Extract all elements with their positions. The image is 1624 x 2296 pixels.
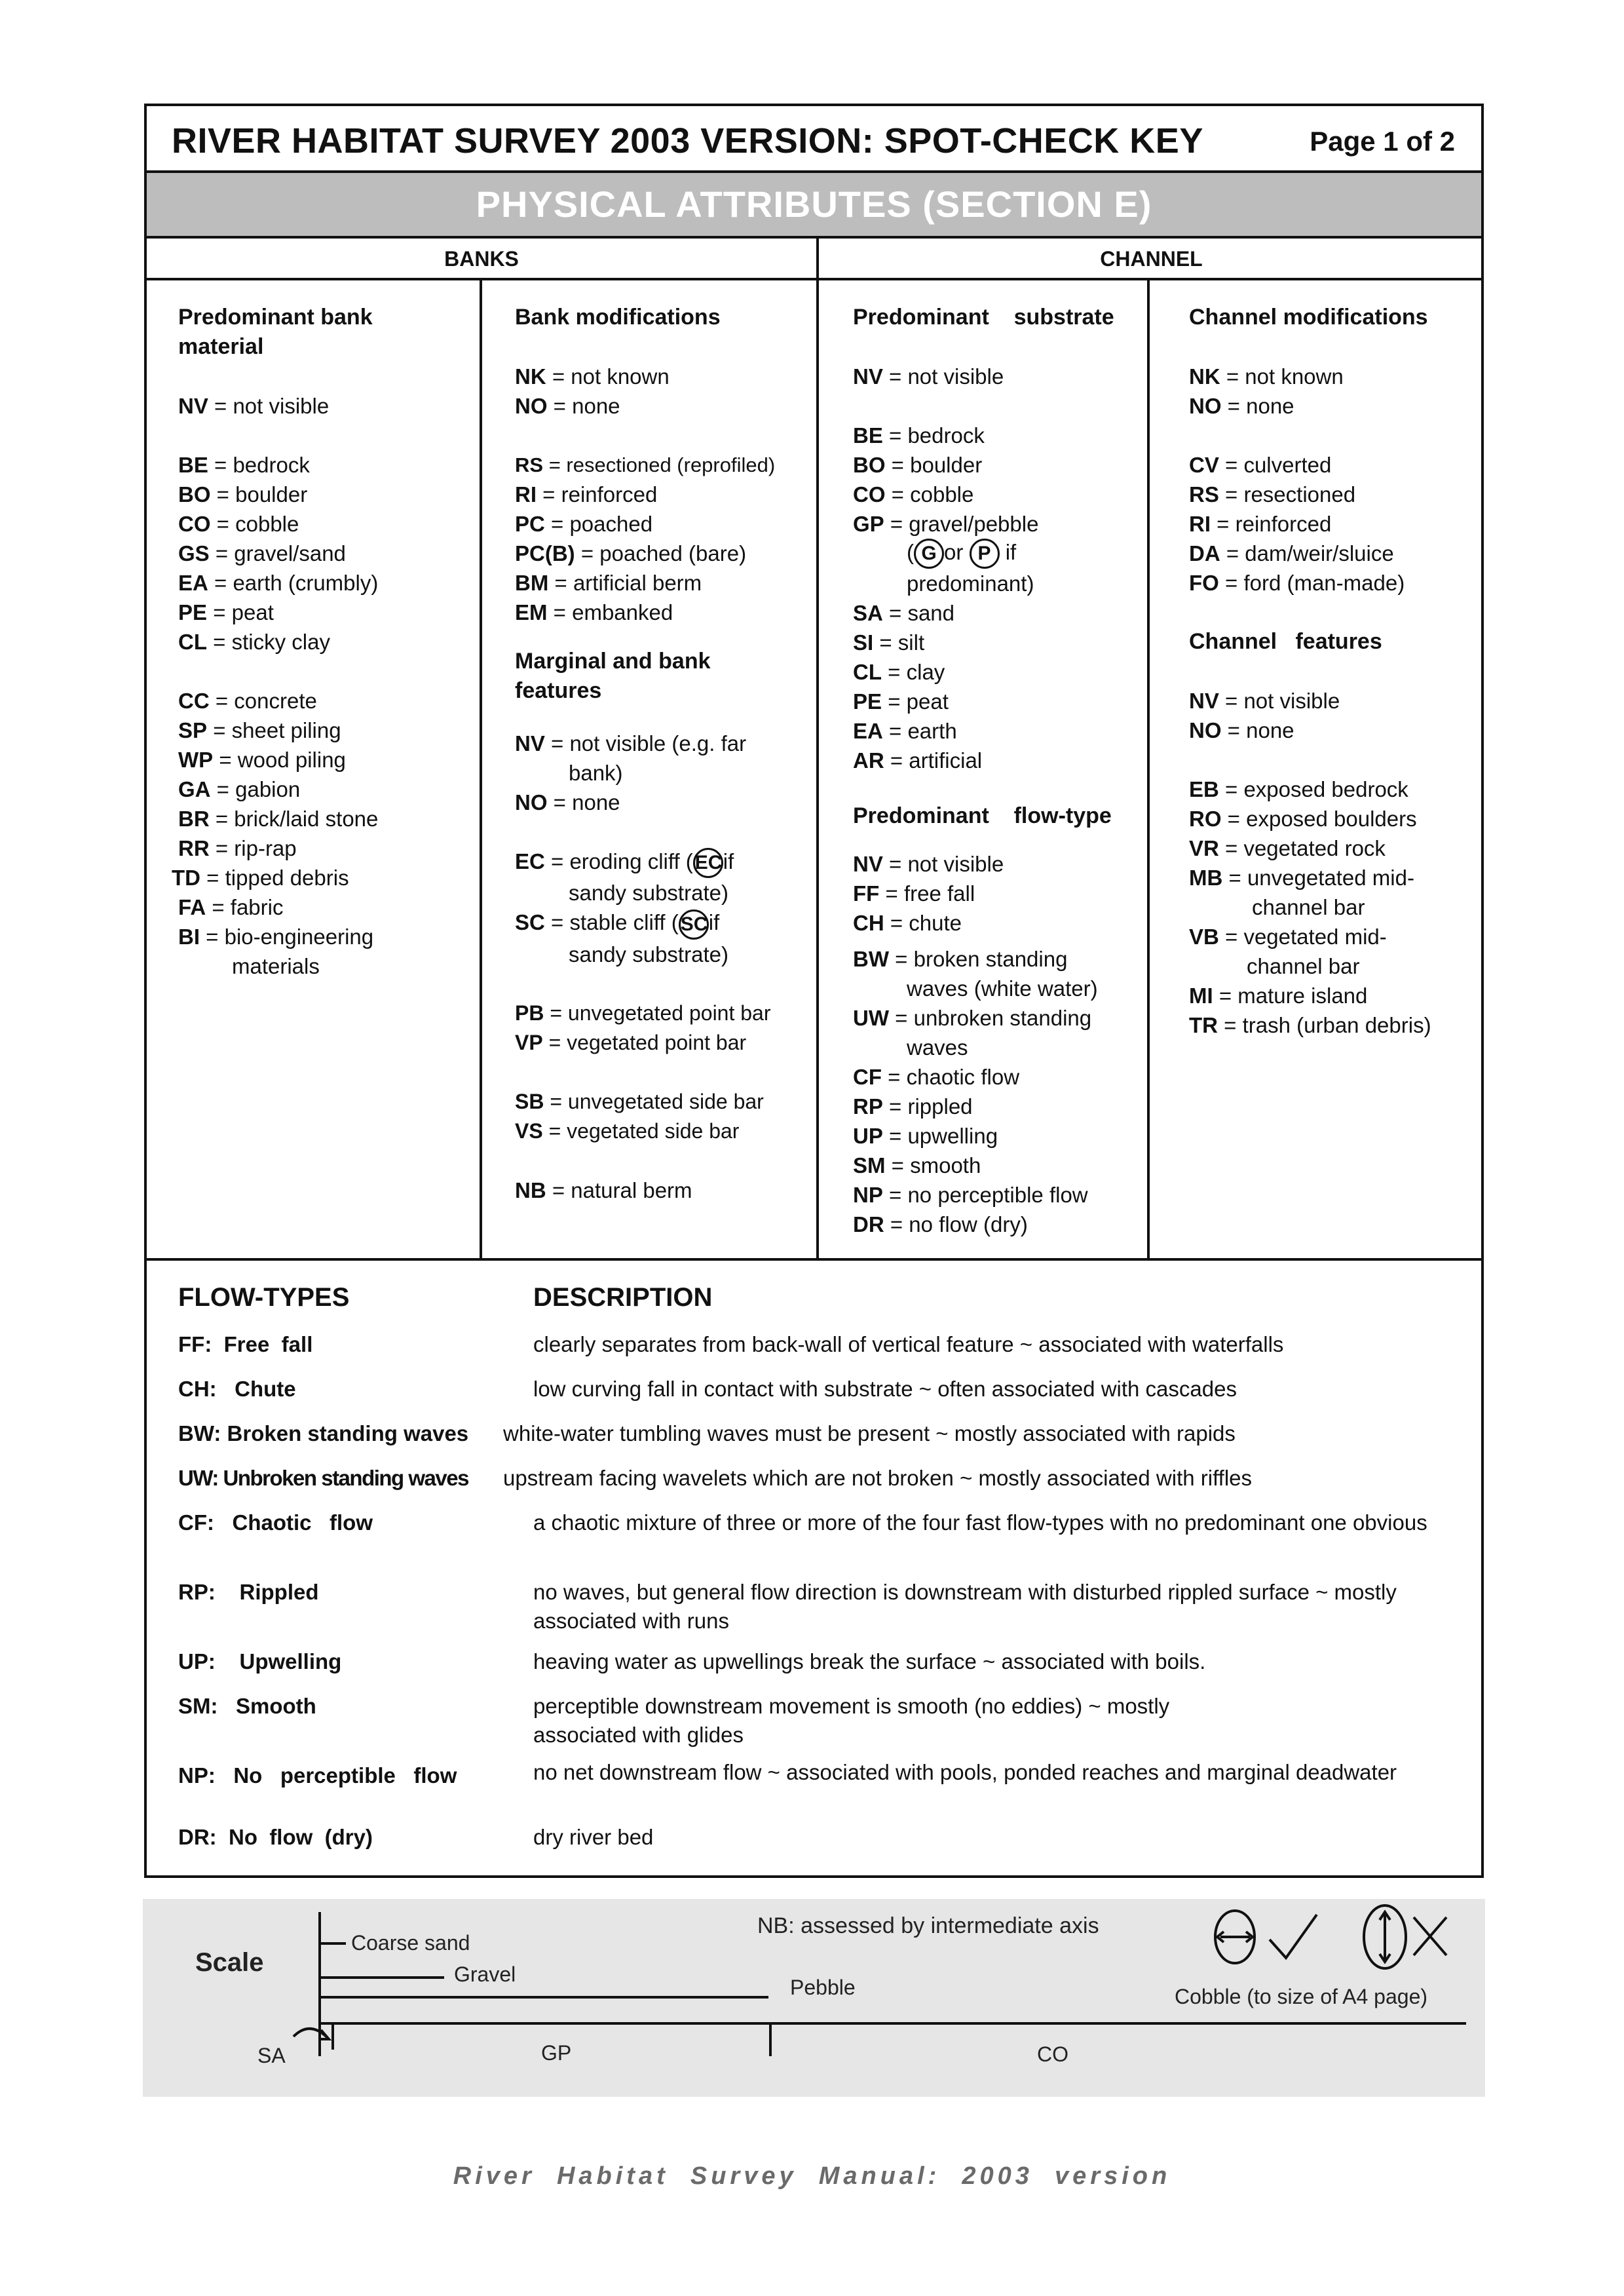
flow-type-term: NP: No perceptible flow — [178, 1763, 457, 1788]
page-title: RIVER HABITAT SURVEY 2003 VERSION: SPOT-CHECK KEY — [172, 121, 1203, 161]
code-item: RO = exposed boulders — [1189, 807, 1417, 831]
code-item: GP = gravel/pebble — [853, 512, 1039, 536]
code-item: VP = vegetated point bar — [515, 1030, 747, 1054]
code-item: TR = trash (urban debris) — [1189, 1013, 1431, 1037]
code-item: CO = cobble — [853, 482, 974, 507]
flow-type-term: DR: No flow (dry) — [178, 1825, 373, 1849]
pebble-label: Pebble — [790, 1976, 856, 1999]
banks-heading: BANKS — [444, 247, 519, 271]
code-item: DA = dam/weir/sluice — [1189, 541, 1394, 565]
flow-type-term: CF: Chaotic flow — [178, 1510, 373, 1535]
code-item: FA = fabric — [178, 895, 284, 919]
code-item: BR = brick/laid stone — [178, 807, 379, 831]
code-item-continued: ( G or P if — [853, 539, 1147, 569]
channel-modifications-heading: Channel modifications — [1189, 305, 1428, 330]
code-item: CH = chute — [853, 911, 962, 936]
code-item: UP = upwelling — [853, 1124, 998, 1149]
code-item: NV = not visible — [853, 852, 1004, 877]
code-item: CC = concrete — [178, 689, 317, 713]
channel-features-heading: Channel features — [1189, 629, 1382, 654]
intermediate-axis-note: NB: assessed by intermediate axis — [757, 1913, 1099, 1938]
bank-material-column — [147, 280, 480, 1258]
code-item-continued: bank) — [569, 761, 623, 785]
code-item-continued: waves — [907, 1035, 968, 1060]
code-item: PB = unvegetated point bar — [515, 1001, 771, 1025]
flow-type-description: perceptible downstream movement is smooth (no eddies) ~ mostly associated with glides — [533, 1694, 1170, 1747]
code-item: NV = not visible — [853, 364, 1004, 389]
code-item: VR = vegetated rock — [1189, 836, 1386, 860]
code-item: PC(B) = poached (bare) — [515, 541, 747, 565]
code-item: EB = exposed bedrock — [1189, 777, 1408, 801]
code-item: WP = wood piling — [178, 748, 346, 772]
code-item: TD = tipped debris — [172, 866, 349, 890]
bank-modifications-column — [480, 280, 816, 1258]
flow-type-description: clearly separates from back-wall of vertical feature ~ associated with waterfalls — [533, 1332, 1284, 1356]
scale-diagram-svg — [143, 1899, 1485, 2097]
code-item: SC = stable cliff ( SCif — [515, 908, 816, 939]
flow-type-term: FF: Free fall — [178, 1332, 313, 1356]
code-item-continued: materials — [232, 954, 320, 978]
code-item: NO = none — [1189, 394, 1294, 418]
code-item: NV = not visible — [1189, 689, 1340, 713]
code-item: SP = sheet piling — [178, 718, 341, 742]
code-item: BI = bio-engineering — [178, 925, 374, 949]
code-item: RI = reinforced — [515, 482, 658, 507]
flow-type-term: UP: Upwelling — [178, 1649, 342, 1674]
bank-features-heading-2: features — [515, 678, 602, 703]
code-item: CL = clay — [853, 660, 945, 685]
code-item: MB = unvegetated mid- — [1189, 866, 1414, 890]
circled-code: EC — [693, 848, 723, 878]
code-item-continued: predominant) — [907, 571, 1034, 596]
tick-icon — [1270, 1915, 1317, 1958]
code-item: BE = bedrock — [178, 453, 310, 477]
code-item: CO = cobble — [178, 512, 299, 536]
channel-heading: CHANNEL — [816, 239, 1484, 278]
code-item: BO = boulder — [853, 453, 983, 477]
circled-code: P — [970, 539, 1000, 569]
code-item: SI = silt — [853, 630, 925, 655]
bank-modifications-heading: Bank modifications — [515, 305, 721, 330]
code-item-continued: sandy substrate) — [569, 881, 728, 906]
code-item: RP = rippled — [853, 1094, 973, 1119]
code-item: CV = culverted — [1189, 453, 1332, 477]
title-bar — [147, 106, 1481, 173]
flow-type-description: heaving water as upwellings break the surface ~ associated with boils. — [533, 1649, 1206, 1674]
flow-type-term: BW: Broken standing waves — [178, 1421, 469, 1445]
column-headings — [147, 239, 1481, 280]
code-item-continued: channel bar — [1252, 895, 1365, 919]
code-item: UW = unbroken standing — [853, 1006, 1092, 1031]
page-number: Page 1 of 2 — [1310, 126, 1455, 157]
code-item: NV = not visible — [178, 394, 330, 418]
flow-type-description: upstream facing wavelets which are not broken ~ mostly associated with riffles — [503, 1466, 1253, 1490]
code-item: SB = unvegetated side bar — [515, 1089, 764, 1113]
description-heading: DESCRIPTION — [533, 1283, 713, 1312]
cross-icon — [1414, 1917, 1446, 1955]
flow-type-description: no waves, but general flow direction is downstream with disturbed rippled surface ~ mostly associated with runs — [533, 1580, 1397, 1633]
channel-modifications-column — [1147, 280, 1481, 1258]
code-item: NK = not known — [515, 364, 670, 389]
code-item: NO = none — [1189, 718, 1294, 742]
code-item: PE = peat — [853, 689, 949, 714]
bank-material-heading-2: material — [178, 334, 264, 359]
code-item: BE = bedrock — [853, 423, 985, 448]
co-label: CO — [1037, 2042, 1068, 2066]
section-title: PHYSICAL ATTRIBUTES (SECTION E) — [147, 173, 1481, 239]
gravel-label: Gravel — [454, 1962, 516, 1986]
flow-type-heading: Predominant flow-type — [853, 803, 1112, 829]
code-item: DR = no flow (dry) — [853, 1212, 1028, 1237]
code-item: MI = mature island — [1189, 984, 1368, 1008]
code-item: EC = eroding cliff ( ECif — [515, 847, 816, 878]
scale-label: Scale — [195, 1948, 264, 1977]
code-item: RS = resectioned (reprofiled) — [515, 453, 776, 476]
code-item: NK = not known — [1189, 364, 1344, 389]
flow-type-term: RP: Rippled — [178, 1580, 319, 1604]
code-item: SA = sand — [853, 601, 955, 626]
code-item: SM = smooth — [853, 1153, 981, 1178]
code-item: BO = boulder — [178, 482, 308, 507]
flow-type-description: no net downstream flow ~ associated with pools, ponded reaches and marginal deadwater — [533, 1760, 1397, 1784]
code-item: FO = ford (man-made) — [1189, 571, 1405, 595]
code-item-continued: waves (white water) — [907, 976, 1098, 1001]
code-item: RR = rip-rap — [178, 836, 297, 860]
code-item: NB = natural berm — [515, 1177, 692, 1202]
page-footer: River Habitat Survey Manual: 2003 version — [453, 2162, 1171, 2190]
code-item: NO = none — [515, 394, 620, 418]
code-item: NP = no perceptible flow — [853, 1183, 1088, 1208]
flow-types-heading: FLOW-TYPES — [178, 1283, 350, 1312]
code-item: VB = vegetated mid- — [1189, 925, 1387, 949]
flow-types-section — [147, 1261, 1481, 1875]
bank-features-heading: Marginal and bank — [515, 649, 711, 674]
code-item: RI = reinforced — [1189, 512, 1332, 536]
code-item: FF = free fall — [853, 881, 975, 906]
code-item: EA = earth (crumbly) — [178, 571, 379, 595]
bank-material-heading: Predominant bank — [178, 305, 373, 330]
code-item: PE = peat — [178, 600, 274, 624]
code-item: BM = artificial berm — [515, 571, 702, 595]
code-item: VS = vegetated side bar — [515, 1119, 740, 1143]
code-item: CL = sticky clay — [178, 630, 330, 654]
flow-type-term: CH: Chute — [178, 1377, 296, 1401]
scale-diagram — [143, 1899, 1485, 2097]
spot-check-key-frame — [144, 104, 1484, 1878]
code-item: EA = earth — [853, 719, 957, 744]
code-item: EM = embanked — [515, 600, 673, 624]
circled-code: G — [914, 539, 944, 569]
cobble-label: Cobble (to size of A4 page) — [1175, 1985, 1428, 2008]
code-item: AR = artificial — [853, 748, 983, 773]
flow-type-description: low curving fall in contact with substrate ~ often associated with cascades — [533, 1377, 1237, 1401]
code-item: RS = resectioned — [1189, 482, 1356, 507]
code-item: CF = chaotic flow — [853, 1065, 1020, 1090]
code-item: GA = gabion — [178, 777, 301, 801]
flow-type-description: a chaotic mixture of three or more of the four fast flow-types with no predominant one obvious — [533, 1510, 1427, 1535]
flow-type-term: SM: Smooth — [178, 1694, 316, 1718]
flow-type-description: white-water tumbling waves must be present ~ mostly associated with rapids — [503, 1421, 1236, 1445]
coarse-sand-label: Coarse sand — [351, 1931, 470, 1955]
code-item-continued: sandy substrate) — [569, 942, 728, 966]
substrate-column — [816, 280, 1147, 1258]
gp-label: GP — [541, 2041, 572, 2065]
circled-code: SC — [679, 909, 709, 940]
code-item: NO = none — [515, 790, 620, 814]
flow-type-description: dry river bed — [533, 1825, 654, 1849]
code-item: NV = not visible (e.g. far — [515, 731, 747, 756]
flow-type-term: UW: Unbroken standing waves — [178, 1466, 468, 1490]
attribute-columns — [147, 280, 1481, 1261]
substrate-heading: Predominant substrate — [853, 305, 1114, 330]
sa-label: SA — [257, 2044, 286, 2067]
code-item: PC = poached — [515, 512, 653, 536]
code-item-continued: channel bar — [1247, 954, 1360, 978]
code-item: BW = broken standing — [853, 947, 1068, 972]
code-item: GS = gravel/sand — [178, 541, 346, 565]
